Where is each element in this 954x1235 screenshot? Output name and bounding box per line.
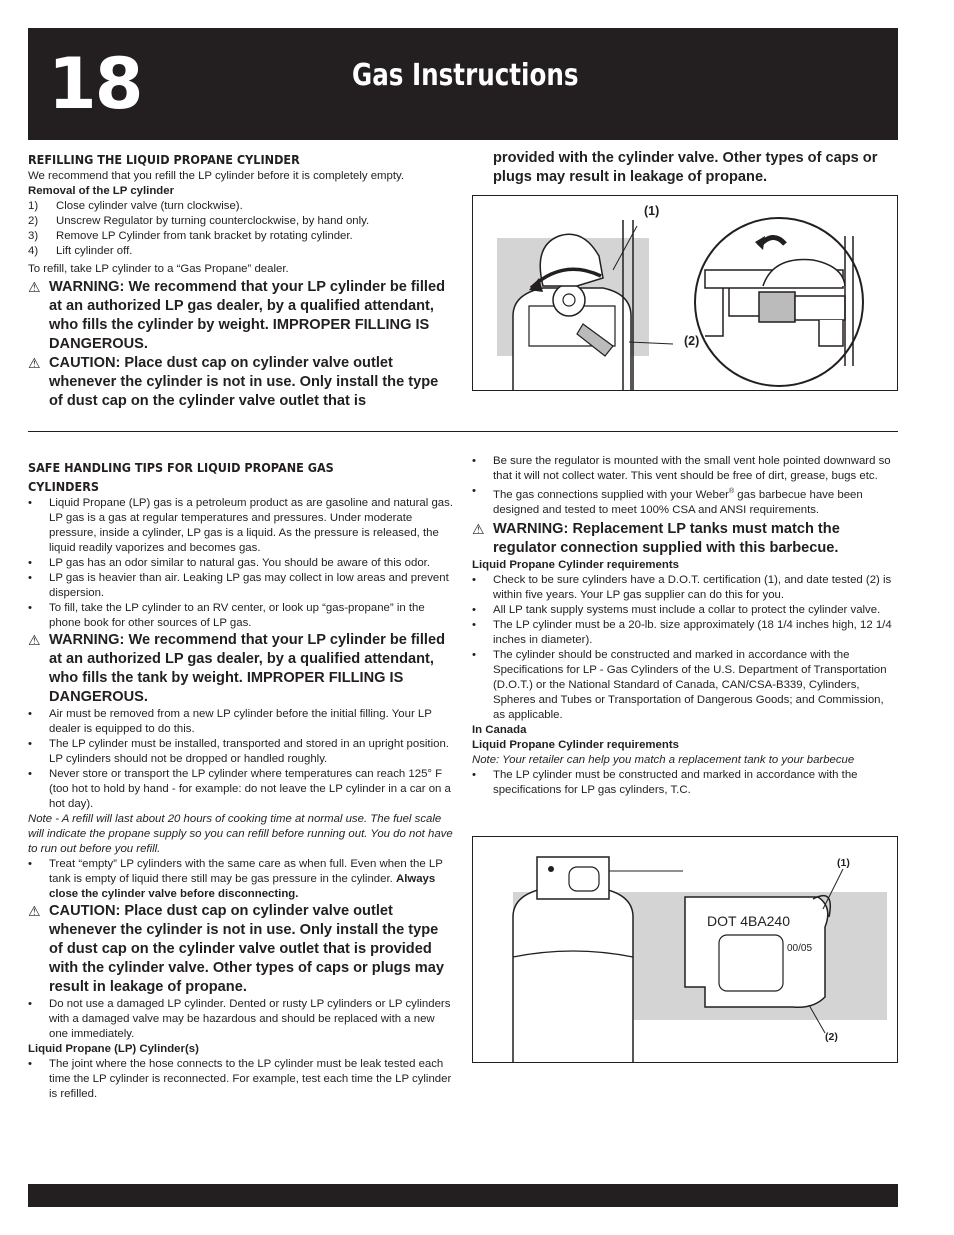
figure-label-2: (2) (825, 1031, 838, 1043)
cylinder-heading: Liquid Propane (LP) Cylinder(s) (28, 1043, 199, 1055)
list-item: • Check to be sure cylinders have a D.O.T. certification (1), and date tested (2) is within five years. Your LP gas supplier can do this for you. (472, 573, 892, 601)
safe-caution: ⚠ CAUTION: Place dust cap on cylinder valve outlet whenever the cylinder is not in use. Only install the type of dust cap on the cylinder valve outlet that is provided with the cylinder valve. Other types of caps or plugs may result in leakage of propane. (28, 903, 444, 995)
list-item: • The LP cylinder must be a 20-lb. size approximately (18 1/4 inches high, 12 1/4 inches in diameter). (472, 618, 892, 646)
removal-heading: Removal of the LP cylinder (28, 185, 175, 197)
refill-heading: REFILLING THE LIQUID PROPANE CYLINDER (28, 152, 300, 167)
list-item: • The cylinder should be constructed and marked in accordance with the Specifications for LP - Gas Cylinders of the U.S. Department of Transportation (D.O.T.) or the National Standard of Canada, CAN/CSA-B339, Cylinders, Spheres and Tubes or Transportation of Dangerous Goods; and Commission, as applicable. (472, 648, 887, 721)
page-title: Gas Instructions (352, 58, 579, 93)
warning-triangle-icon: ⚠ (28, 903, 41, 919)
page-number: 18 (48, 43, 142, 125)
figure-label-1: (1) (644, 204, 660, 218)
list-item: • Liquid Propane (LP) gas is a petroleum product as are gasoline and natural gas. LP gas is a gas at regular temperatures and pressures. Under moderate pressure, inside a cylinder, LP gas is a liquid. As the pressure is released, the liquid readily vaporizes and becomes gas. (28, 497, 453, 554)
warning-triangle-icon: ⚠ (472, 520, 485, 537)
figure-label-1: (1) (837, 857, 850, 869)
step-item: 4) Lift cylinder off. (28, 245, 133, 257)
figure-label-2: (2) (684, 334, 700, 348)
page-footer-bar (28, 1184, 898, 1207)
cylinder-illustration (473, 837, 897, 1062)
list-item: • Air must be removed from a new LP cylinder before the initial filling. Your LP dealer is equipped to do this. (28, 708, 432, 735)
list-item: • LP gas is heavier than air. Leaking LP gas may collect in low areas and prevent dispersion. (28, 572, 449, 599)
list-item: • To fill, take the LP cylinder to an RV center, or look up “gas-propane” in the phone book for other sources of LP gas. (28, 602, 425, 629)
list-item: • The LP cylinder must be constructed and marked in accordance with the specifications for LP gas cylinders, T.C. (472, 768, 858, 796)
list-item: • Be sure the regulator is mounted with the small vent hole pointed downward so that it will not collect water. This vent should be free of dirt, grease, bugs etc. (472, 455, 891, 482)
refill-note: To refill, take LP cylinder to a “Gas Propane” dealer. (28, 263, 289, 275)
warning-triangle-icon: ⚠ (28, 279, 41, 295)
requirements-heading: Liquid Propane Cylinder requirements (472, 558, 679, 571)
list-item: • The joint where the hose connects to the LP cylinder must be leak tested each time the LP cylinder is reconnected. For example, test each time the LP cylinder is refilled. (28, 1058, 452, 1100)
safe-warning: ⚠ WARNING: We recommend that your LP cylinder be filled at an authorized LP gas dealer, by a qualified attendant, who fills the tank by weight. IMPROPER FILLING IS DANGEROUS. (28, 632, 445, 705)
step-item: 2) Unscrew Regulator by turning counterclockwise, by hand only. (28, 215, 370, 227)
refill-intro: We recommend that you refill the LP cylinder before it is completely empty. (28, 170, 405, 182)
section-divider (28, 431, 898, 432)
step-item: 1) Close cylinder valve (turn clockwise). (28, 200, 243, 212)
retailer-note: Note: Your retailer can help you match a replacement tank to your barbecue (472, 753, 855, 766)
list-item: • All LP tank supply systems must include a collar to protect the cylinder valve. (472, 603, 881, 616)
refill-caution-continued: provided with the cylinder valve. Other types of caps or plugs may result in leakage of propane. (493, 150, 878, 185)
step-item: 3) Remove LP Cylinder from tank bracket by rotating cylinder. (28, 230, 353, 242)
list-item: • Treat “empty” LP cylinders with the same care as when full. Even when the LP tank is empty of liquid there still may be gas pressure in the cylinder. Always close the cylinder valve before disconnecting. (28, 858, 443, 900)
warning-triangle-icon: ⚠ (28, 632, 41, 648)
valve-illustration (473, 196, 897, 390)
safe-handling-section (28, 458, 453, 1102)
list-item: • Do not use a damaged LP cylinder. Dented or rusty LP cylinders or LP cylinders with a damaged valve may be hazardous and should be replaced with a new one immediately. (28, 998, 451, 1040)
refill-duration-note: Note - A refill will last about 20 hours of cooking time at normal use. The fuel scale will indicate the propane supply so you can refill before running out. You do not have to run out before you refill. (28, 813, 453, 855)
cylinder-certification-figure (472, 836, 898, 1063)
refill-section (28, 150, 453, 411)
requirements-section (472, 454, 898, 798)
valve-figure (472, 195, 898, 391)
page-header (28, 28, 898, 140)
warning-triangle-icon: ⚠ (28, 355, 41, 371)
safe-heading: SAFE HANDLING TIPS FOR LIQUID PROPANE GAS CYLINDERS (28, 460, 334, 494)
list-item: • The LP cylinder must be installed, transported and stored in an upright position. LP cylinders should not be dropped or handled roughly. (28, 738, 449, 765)
list-item: • Never store or transport the LP cylinder where temperatures can reach 125° F (too hot to hold by hand - for example: do not leave the LP cylinder in a car on a hot day). (28, 768, 451, 810)
date-tested-text: 00/05 (787, 943, 813, 954)
list-item: • LP gas has an odor similar to natural gas. You should be aware of this odor. (28, 557, 430, 569)
canada-heading: In Canada (472, 723, 527, 736)
list-item: • The gas connections supplied with your Weber® gas barbecue have been designed and tested to meet 100% CSA and ANSI requirements. (472, 485, 863, 516)
canada-requirements-heading: Liquid Propane Cylinder requirements (472, 738, 679, 751)
refill-warning: ⚠ WARNING: We recommend that your LP cylinder be filled at an authorized LP gas dealer, by a qualified attendant, who fills the cylinder by weight. IMPROPER FILLING IS DANGEROUS. (28, 279, 445, 352)
refill-caution: ⚠ CAUTION: Place dust cap on cylinder valve outlet whenever the cylinder is not in use. Only install the type of dust cap on the cylinder valve outlet that is (28, 355, 439, 409)
dot-certification-text: DOT 4BA240 (707, 913, 791, 929)
replacement-warning: ⚠ WARNING: Replacement LP tanks must match the regulator connection supplied with this barbecue. (472, 520, 840, 556)
